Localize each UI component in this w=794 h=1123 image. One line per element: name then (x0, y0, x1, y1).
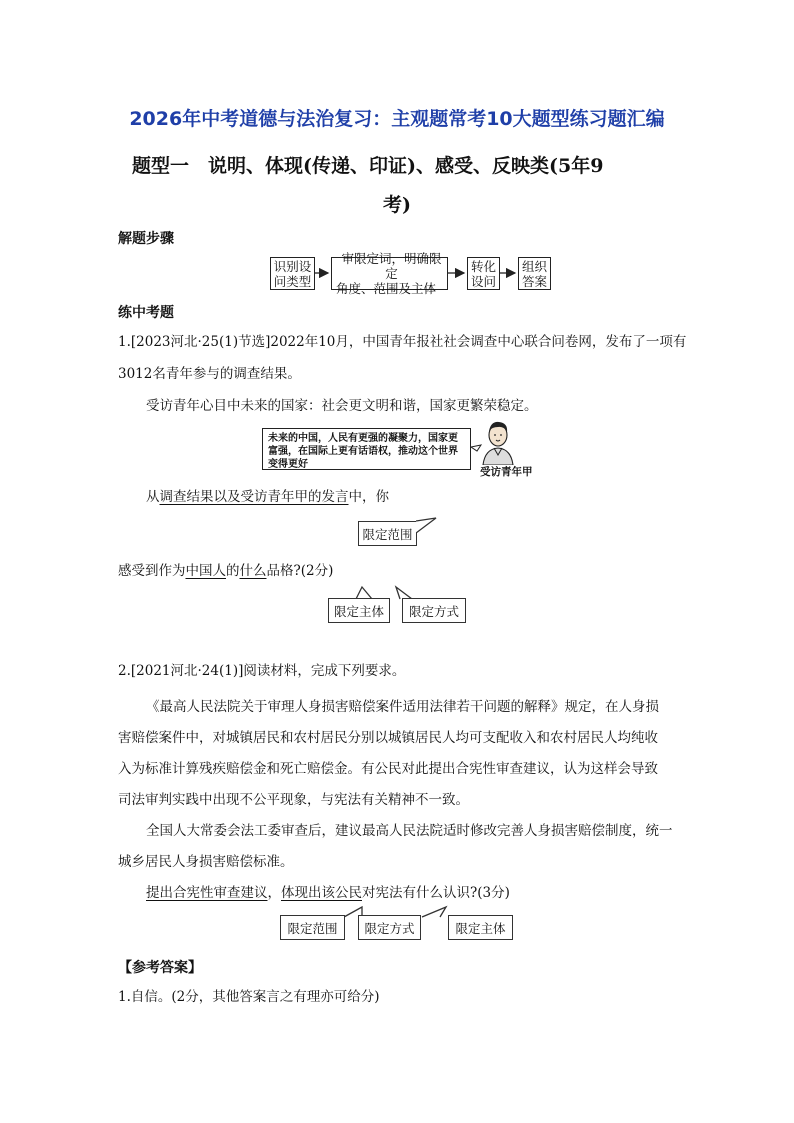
q2-tag-scope: 限定范围 (280, 915, 345, 940)
step-identify-line1: 识别设 (273, 258, 312, 274)
q2-p1-line3: 入为标准计算残疾赔偿金和死亡赔偿金。有公民对此提出合宪性审查建议，认为这样会导致 (118, 761, 658, 777)
q1-line4 (146, 487, 389, 507)
step-identify-line2: 问类型 (273, 273, 312, 289)
q2-p2-line2: 城乡居民人身损害赔偿标准。 (118, 854, 294, 870)
step-identify-box (270, 257, 315, 290)
q2-p1-line2: 害赔偿案件中，对城镇居民和农村居民分别以城镇居民人均可支配收入和农村居民人均纯收 (118, 730, 658, 746)
step-organize-line2: 答案 (521, 273, 547, 289)
step-convert-line1: 转化 (470, 258, 496, 274)
section-title-line1: 题型一 说明、体现(传递、印证)、感受、反映类(5年9 (132, 155, 604, 177)
q1-line5-a: 感受到作为 (118, 563, 186, 579)
step-organize-box (518, 257, 551, 290)
person-caption: 受访青年甲 (480, 466, 533, 478)
q1-line3: 受访青年心目中未来的国家：社会更文明和谐，国家更繁荣稳定。 (146, 398, 538, 414)
q2-p2-line1: 全国人大常委会法工委审查后，建议最高人民法院适时修改完善人身损害赔偿制度，统一 (146, 823, 673, 839)
q1-tag-subject: 限定主体 (328, 598, 390, 623)
q1-line1: 1.[2023河北·25(1)节选]2022年10月，中国青年报社社会调查中心联合问卷网，发布了一项有 (118, 334, 687, 350)
q1-line4-underlined: 调查结果以及受访青年甲的发言 (159, 489, 349, 505)
step-organize-line1: 组织 (521, 258, 547, 274)
step-review-line1: 审限定词，明确限定 (341, 251, 442, 281)
step-convert-line2: 设问 (470, 273, 496, 289)
q1-line5-u2: 什么 (239, 563, 267, 579)
step-convert-box (467, 257, 500, 290)
q2-question-u1: 提出合宪性审查建议 (146, 885, 268, 901)
q2-question-rest: 对宪法有什么认识?(3分) (362, 885, 510, 901)
q1-line4-prefix: 从 (146, 489, 160, 505)
page-title: 2026年中考道德与法治复习：主观题常考10大题型练习题汇编 (129, 108, 665, 130)
q2-tag-subject: 限定主体 (448, 915, 513, 940)
q1-line5-c: 品格?(2分) (266, 563, 334, 579)
q1-line2: 3012名青年参与的调查结果。 (118, 366, 301, 382)
section-title-line2: 考) (383, 194, 411, 216)
q2-question (146, 883, 510, 903)
q1-tag-scope-pointer (416, 516, 438, 536)
q1-speech-bubble: 未来的中国，人民有更强的凝聚力，国家更富强，在国际上更有话语权，推动这个世界变得更好 (262, 428, 471, 470)
q1-tag-scope: 限定范围 (358, 521, 417, 546)
step-review-line2: 角度、范围及主体 (336, 281, 437, 296)
q1-line5-u1: 中国人 (185, 563, 226, 579)
q2-line1: 2.[2021河北·24(1)]阅读材料，完成下列要求。 (118, 663, 406, 679)
q2-question-sep: ， (267, 885, 281, 901)
q2-p1-line4: 司法审判实践中出现不公平现象，与宪法有关精神不一致。 (118, 792, 469, 808)
step-review-box (331, 251, 448, 296)
answers-heading: 【参考答案】 (118, 960, 202, 976)
q2-question-u2: 体现出 (281, 885, 322, 901)
youth-figure-illustration (471, 417, 531, 465)
q2-p1-line1: 《最高人民法院关于审理人身损害赔偿案件适用法律若干问题的解释》规定，在人身损 (146, 699, 659, 715)
q1-line5 (118, 561, 333, 581)
q2-tag-method: 限定方式 (358, 915, 421, 940)
q1-tag-method: 限定方式 (402, 598, 466, 623)
q1-line5-b: 的 (226, 563, 240, 579)
q1-line4-suffix: 中，你 (348, 489, 389, 505)
practice-heading: 练中考题 (118, 305, 174, 321)
steps-heading: 解题步骤 (118, 231, 174, 247)
answer-1: 1.自信。(2分，其他答案言之有理亦可给分) (118, 989, 380, 1005)
q2-question-u3: 该公民 (321, 885, 362, 901)
